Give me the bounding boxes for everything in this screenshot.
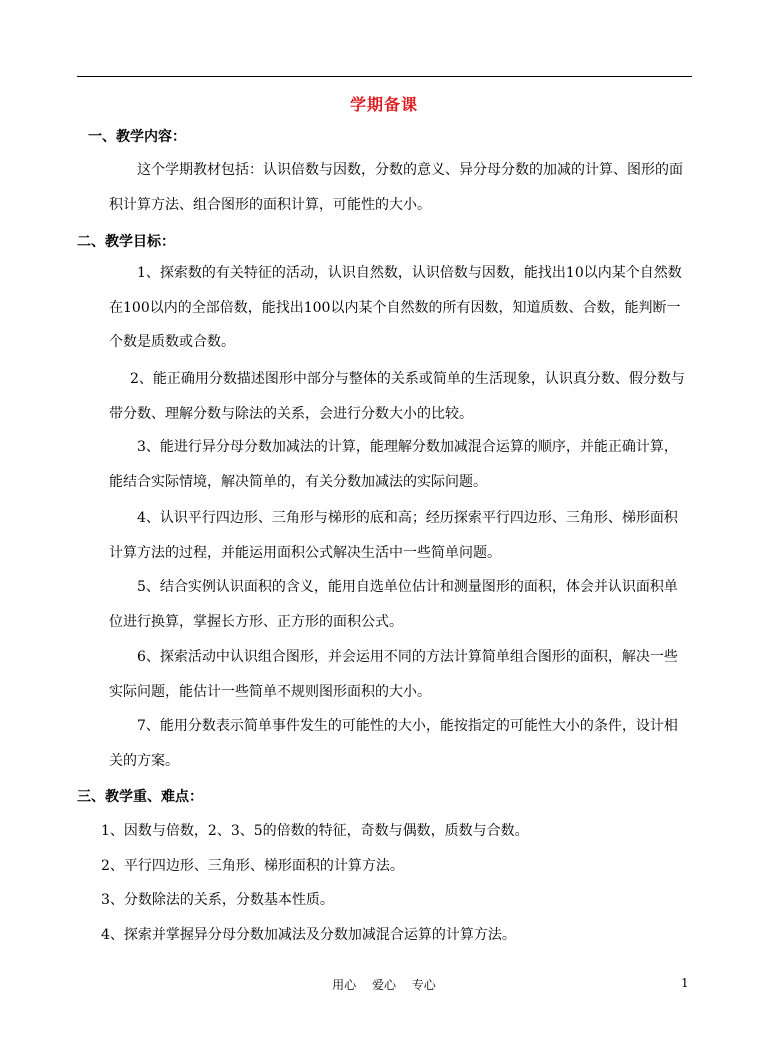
goal-item-4: 4、认识平行四边形、三角形与梯形的底和高；经历探索平行四边形、三角形、梯形面积计算方法的过程，并能运用面积公式解决生活中一些简单问题。 <box>109 510 678 561</box>
keypoint-item-1: 1、因数与倍数，2、3、5的倍数的特征，奇数与偶数，质数与合数。 <box>101 823 529 839</box>
header-rule <box>77 76 692 77</box>
page-title: 学期备课 <box>349 95 418 114</box>
keypoint-item-4: 4、探索并掌握异分母分数加减法及分数加减混合运算的计算方法。 <box>101 927 516 943</box>
keypoint-item-2: 2、平行四边形、三角形、梯形面积的计算方法。 <box>101 858 404 874</box>
goal-item-3: 3、能进行异分母分数加减法的计算，能理解分数加减混合运算的顺序，并能正确计算，能结合实际情境，解决简单的，有关分数加减法的实际问题。 <box>109 439 678 490</box>
goal-item-7: 7、能用分数表示简单事件发生的可能性的大小，能按指定的可能性大小的条件，设计相关的方案。 <box>109 718 678 769</box>
section-heading-goals: 二、教学目标： <box>77 234 175 250</box>
goal-item-5: 5、结合实例认识面积的含义，能用自选单位估计和测量图形的面积，体会并认识面积单位进行换算，掌握长方形、正方形的面积公式。 <box>109 579 678 630</box>
goal-item-6: 6、探索活动中认识组合图形，并会运用不同的方法计算简单组合图形的面积，解决一些实际问题，能估计一些简单不规则图形面积的大小。 <box>109 649 678 700</box>
keypoint-item-3: 3、分数除法的关系，分数基本性质。 <box>101 892 334 908</box>
section-heading-content: 一、教学内容： <box>88 129 186 145</box>
page-footer: 用心 爱心 专心 <box>332 978 436 992</box>
section-heading-keypoints: 三、教学重、难点： <box>77 789 203 805</box>
content-paragraph: 这个学期教材包括：认识倍数与因数，分数的意义、异分母分数的加减的计算、图形的面积计算方法、组合图形的面积计算，可能性的大小。 <box>109 162 683 213</box>
goal-item-2: 2、能正确用分数描述图形中部分与整体的关系或简单的生活现象，认识真分数、假分数与带分数、理解分数与除法的关系，会进行分数大小的比较。 <box>109 371 685 422</box>
page-number: 1 <box>681 976 689 990</box>
goal-item-1: 1、探索数的有关特征的活动，认识自然数，认识倍数与因数，能找出10以内某个自然数在100以内的全部倍数，能找出100以内某个自然数的所有因数，知道质数、合数，能判断一个数是质数或合数。 <box>109 265 682 350</box>
